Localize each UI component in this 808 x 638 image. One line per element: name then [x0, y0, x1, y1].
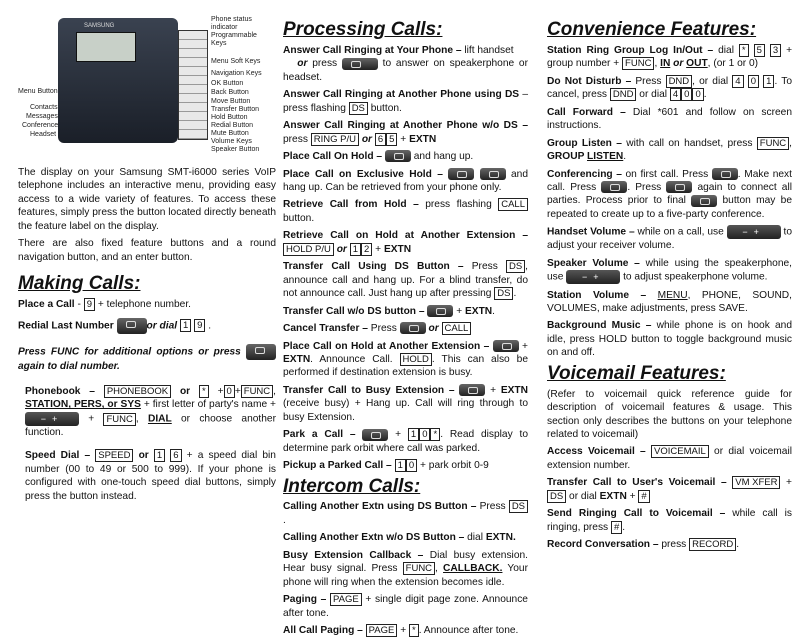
retrieve-another: Retrieve Call on Hold at Another Extension – HOLD P/U or 1 2 + EXTN — [283, 230, 528, 255]
answer-no-ds: Answer Call Ringing at Another Phone w/o DS – press RING P/U or 6 5 + EXTN — [283, 120, 528, 145]
park: Park a Call – + 1 0 * . Read display to determine park orbit where call was parked. — [283, 429, 528, 454]
label-mute: Mute Button — [211, 130, 249, 137]
place-call: Place a Call - 9 + telephone number. — [18, 299, 192, 311]
speaker-icon — [342, 58, 378, 70]
phonebook: Phonebook – PHONEBOOK or * + 0 + FUNC , STATION, PERS, or SYS + first letter of party's name + −+ + FUNC , DIAL or choose another function. — [25, 385, 276, 439]
func-hint: Press FUNC for additional options or press again to dial number. — [18, 344, 276, 373]
send-voicemail: Send Ringing Call to Voicemail – while call is ringing, press # . — [547, 508, 792, 533]
hold-icon — [385, 150, 411, 162]
phone-diagram — [18, 0, 276, 160]
intercom-ds: Calling Another Extn using DS Button – Press DS. — [283, 500, 528, 527]
paging: Paging – PAGE + single digit page zone. Announce after tone. — [283, 594, 528, 619]
conference-icon — [712, 168, 738, 180]
making-calls-heading: Making Calls: — [18, 273, 141, 295]
phone-display — [76, 32, 136, 62]
intercom-no-ds: Calling Another Extn w/o DS Button – dial EXTN. — [283, 532, 516, 544]
transfer-voicemail: Transfer Call to User's Voicemail – VM XFER + DS or dial EXTN + # — [547, 477, 793, 502]
redial: Redial Last Number or dial 1 9 . — [18, 318, 276, 334]
speed-dial: Speed Dial – SPEED or 1 6 + a speed dial bin number (00 to 49 or 500 to 999). If your phone is configured with one-touch speed dial buttons, simply press the button instead. — [25, 450, 276, 502]
column-middle — [283, 0, 529, 637]
answer-call: Answer Call Ringing at Your Phone – lift handset or press to answer on speakerphone or headset. — [283, 44, 528, 83]
retrieve: Retrieve Call from Hold – press flashing CALL button. — [283, 198, 528, 225]
label-volume: Volume Keys — [211, 138, 252, 145]
handset-volume: Handset Volume – while on a call, use −+ to adjust your receiver volume. — [547, 227, 792, 252]
volume-keys-icon: −+ — [566, 270, 620, 284]
pickup: Pickup a Parked Call – 1 0 + park orbit 0-9 — [283, 460, 489, 472]
voicemail-heading: Voicemail Features: — [547, 362, 726, 384]
label-menu-button: Menu Button — [18, 88, 58, 95]
hold-icon — [448, 168, 474, 180]
hold-icon — [480, 168, 506, 180]
label-conference: Conference — [22, 122, 59, 129]
voicemail-intro: (Refer to voicemail quick reference guide for description of voicemail features & usage. This section only describes the buttons on your telephone related to voicemail) — [547, 388, 792, 441]
label-nav: Navigation Keys — [211, 70, 262, 77]
label-speaker: Speaker Button — [211, 146, 260, 153]
redial-icon — [117, 318, 147, 334]
transfer-icon — [427, 305, 453, 317]
access-voicemail: Access Voicemail – VOICEMAIL or dial voicemail extension number. — [547, 446, 792, 471]
transfer-icon — [362, 429, 388, 441]
redial-icon — [246, 344, 276, 360]
intro-text-2: There are also fixed feature buttons and a round navigation button, and an enter button. — [18, 238, 276, 263]
label-messages: Messages — [26, 113, 58, 120]
record: Record Conversation – press RECORD . — [547, 539, 740, 551]
conference-icon — [666, 181, 692, 193]
transfer-ds: Transfer Call Using DS Button – Press DS , announce call and hang up. For a blind transfer, do not announce call. Just hang up after pressing DS . — [283, 261, 529, 300]
label-prog: Programmable Keys — [211, 32, 257, 47]
cancel-transfer: Cancel Transfer – Press or CALL — [283, 322, 528, 335]
intercom-heading: Intercom Calls: — [283, 475, 421, 497]
volume-keys-icon: −+ — [25, 412, 79, 426]
brand-logo: SAMSUNG — [84, 23, 115, 29]
column-left — [18, 0, 276, 617]
station-volume: Station Volume – MENU, PHONE, SOUND, VOLUMES, make adjustments, press SAVE. — [547, 289, 792, 314]
all-paging: All Call Paging – PAGE + * . Announce after tone. — [283, 625, 519, 637]
conference-icon — [691, 195, 717, 207]
label-menu-soft: Menu Soft Keys — [211, 58, 261, 65]
answer-ds: Answer Call Ringing at Another Phone using DS – press flashing DS button. — [283, 89, 528, 114]
dnd: Do Not Disturb – Press DND , or dial 4 0 1 . To cancel, press DND or dial 4 0 0 . — [547, 75, 792, 101]
column-right — [547, 0, 792, 617]
speaker-volume: Speaker Volume – while using the speakerphone, use −+ to adjust speakerphone volume. — [547, 257, 792, 284]
label-ok: OK Button — [211, 80, 244, 87]
label-transfer: Transfer Button — [211, 106, 259, 113]
intro-text: The display on your Samsung SMT-i6000 series VoIP telephone includes an interactive menu, providing easy access to a wide variety of features. To access these features, simply press the button located directly beneath the feature label on the display. — [18, 167, 276, 232]
excl-hold: Place Call on Exclusive Hold – and hang up. Can be retrieved from your phone only. — [283, 168, 529, 193]
label-redial: Redial Button — [211, 122, 254, 129]
programmable-keys — [178, 30, 208, 140]
label-move: Move Button — [211, 98, 251, 105]
transfer-busy: Transfer Call to Busy Extension – + EXTN (receive busy) + Hang up. Call will ring through to busy Extension. — [283, 384, 528, 423]
label-contacts: Contacts — [30, 104, 58, 111]
background-music: Background Music – while phone is on hook and idle, press HOLD button to toggle background music on and off. — [547, 320, 792, 359]
conference-icon — [601, 181, 627, 193]
transfer-no-ds: Transfer Call w/o DS button – + EXTN. — [283, 305, 495, 317]
transfer-icon — [493, 340, 519, 352]
label-headset: Headset — [30, 131, 57, 138]
call-forward: Call Forward – Dial *601 and follow on screen instructions. — [547, 106, 793, 132]
hold-another: Place Call on Hold at Another Extension – + EXTN. Announce Call. HOLD . This can also be performed if destination extension is busy. — [283, 340, 529, 379]
group-listen: Group Listen – with call on handset, press FUNC , GROUP LISTEN. — [547, 137, 793, 163]
volume-keys-icon: −+ — [727, 225, 781, 239]
label-status: Phone status indicator — [211, 16, 252, 31]
processing-heading: Processing Calls: — [283, 19, 443, 40]
transfer-icon — [400, 322, 426, 334]
hold: Place Call On Hold – and hang up. — [283, 151, 474, 163]
transfer-icon — [459, 384, 485, 396]
label-back: Back Button — [211, 89, 249, 96]
ring-group: Station Ring Group Log In/Out – dial * 5 3 + group number + FUNC , IN or OUT, (or 1 or 0) — [547, 44, 793, 70]
conferencing: Conferencing – on first call. Press . Make next call. Press . Press again to connect all parties. Process prior to final button may be repeated to create up to a five-party conference. — [547, 168, 792, 220]
callback: Busy Extension Callback – Dial busy extension. Hear busy signal. Press FUNC , CALLBACK. Your phone will ring when the extension becomes idle. — [283, 549, 528, 588]
label-hold: Hold Button — [211, 114, 248, 121]
convenience-heading: Convenience Features: — [547, 19, 757, 40]
